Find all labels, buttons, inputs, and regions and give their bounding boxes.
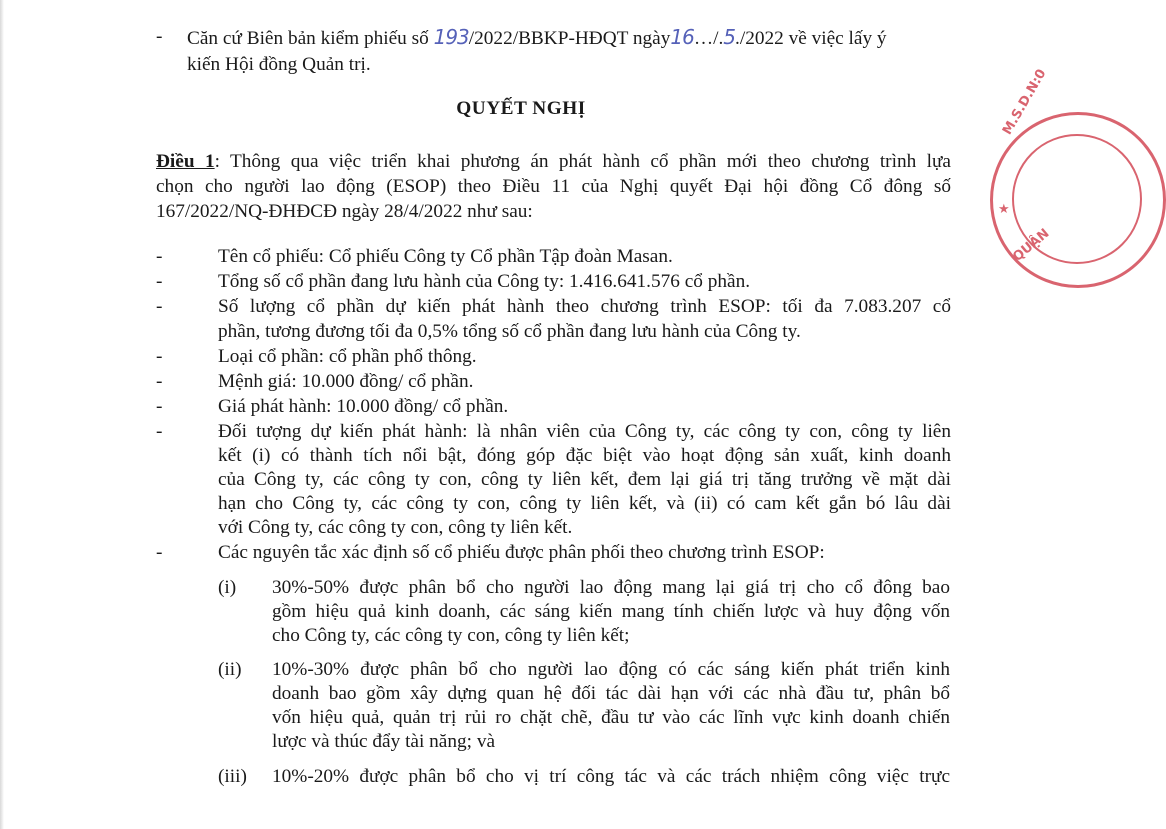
intro-dots: …/. (693, 28, 724, 49)
seal-bottom-text: QUẬN (1010, 226, 1053, 265)
principle-marker-ii: (ii) (218, 659, 242, 680)
handwritten-month: 5 (723, 25, 736, 49)
bullet-dash: - (156, 246, 163, 267)
handwritten-number: 193 (433, 25, 469, 49)
intro-line-1 (187, 25, 887, 51)
article-line-1 (156, 150, 951, 174)
bullet-dash: - (156, 371, 163, 392)
handwritten-day: 16 (670, 25, 694, 49)
principle-i-line-2: gồm hiệu quả kinh doanh, các sáng kiến mang tính chiến lược và huy động vốn (272, 601, 950, 622)
intro-middle: /2022/BBKP-HĐQT ngày (468, 28, 671, 49)
bullet-outstanding-shares: Tổng số cổ phần đang lưu hành của Công ty: 1.416.641.576 cổ phần. (218, 271, 751, 292)
bullet-dash: - (156, 271, 163, 292)
section-title: QUYẾT NGHỊ (456, 98, 586, 119)
bullet-target-4: hạn cho Công ty, các công ty con, công ty liên kết, và (ii) có cam kết gắn bó lâu dài (218, 493, 951, 514)
intro-suffix: ./2022 về việc lấy ý (735, 28, 887, 49)
principle-ii-line-3: vốn hiệu quả, quản trị rủi ro chặt chẽ, đầu tư vào các lĩnh vực kinh doanh chiến (272, 707, 950, 728)
page-edge-shadow (0, 0, 4, 829)
bullet-target-3: của Công ty, các công ty con, công ty liên kết, đem lại giá trị tăng trưởng về mặt dài (218, 469, 951, 490)
article-line-3: 167/2022/NQ-ĐHĐCĐ ngày 28/4/2022 như sau: (156, 201, 533, 222)
bullet-issue-price: Giá phát hành: 10.000 đồng/ cổ phần. (218, 396, 509, 417)
principle-i-line-3: cho Công ty, các công ty con, công ty liên kết; (272, 625, 630, 646)
bullet-dash: - (156, 26, 163, 47)
bullet-principles: Các nguyên tắc xác định số cổ phiếu được phân phối theo chương trình ESOP: (218, 542, 825, 563)
intro-line-2: kiến Hội đồng Quản trị. (187, 54, 371, 75)
bullet-issue-quantity-2: phần, tương đương tối đa 0,5% tổng số cổ phần đang lưu hành của Công ty. (218, 321, 801, 342)
bullet-target-2: kết (i) có thành tích nổi bật, đóng góp đặc biệt vào hoạt động sản xuất, kinh doanh (218, 445, 951, 466)
bullet-share-type: Loại cổ phần: cổ phần phổ thông. (218, 346, 477, 367)
bullet-dash: - (156, 421, 163, 442)
bullet-issue-quantity-1: Số lượng cổ phần dự kiến phát hành theo chương trình ESOP: tối đa 7.083.207 cổ (218, 296, 951, 317)
article-text-1: : Thông qua việc triển khai phương án phát hành cổ phần mới theo chương trình lựa (214, 151, 951, 172)
article-line-2: chọn cho người lao động (ESOP) theo Điều 11 của Nghị quyết Đại hội đồng Cổ đông số (156, 176, 951, 197)
bullet-target-1: Đối tượng dự kiến phát hành: là nhân viên của Công ty, các công ty con, công ty liên (218, 421, 951, 442)
principle-ii-line-2: doanh bao gồm xây dựng quan hệ đối tác dài hạn với các nhà đầu tư, phân bổ (272, 683, 950, 704)
bullet-dash: - (156, 296, 163, 317)
bullet-dash: - (156, 542, 163, 563)
principle-ii-line-1: 10%-30% được phân bổ cho người lao động có các sáng kiến phát triển kinh (272, 659, 950, 680)
bullet-stock-name: Tên cổ phiếu: Cổ phiếu Công ty Cổ phần Tập đoàn Masan. (218, 246, 673, 267)
principle-marker-iii: (iii) (218, 766, 247, 787)
seal-star-icon: ★ (998, 202, 1010, 217)
principle-iii-line-1: 10%-20% được phân bổ cho vị trí công tác và các trách nhiệm công việc trực (272, 766, 950, 787)
principle-ii-line-4: lược và thúc đẩy tài năng; và (272, 731, 496, 752)
intro-prefix: Căn cứ Biên bản kiểm phiếu số (187, 28, 434, 49)
article-label: Điều 1 (156, 151, 215, 172)
principle-marker-i: (i) (218, 577, 237, 598)
bullet-target-5: với Công ty, các công ty con, công ty liên kết. (218, 517, 573, 538)
principle-i-line-1: 30%-50% được phân bổ cho người lao động mang lại giá trị cho cổ đông bao (272, 577, 950, 598)
bullet-dash: - (156, 346, 163, 367)
bullet-par-value: Mệnh giá: 10.000 đồng/ cổ phần. (218, 371, 474, 392)
seal-arc-text: M.S.D.N:0 (1000, 66, 1050, 138)
bullet-dash: - (156, 396, 163, 417)
